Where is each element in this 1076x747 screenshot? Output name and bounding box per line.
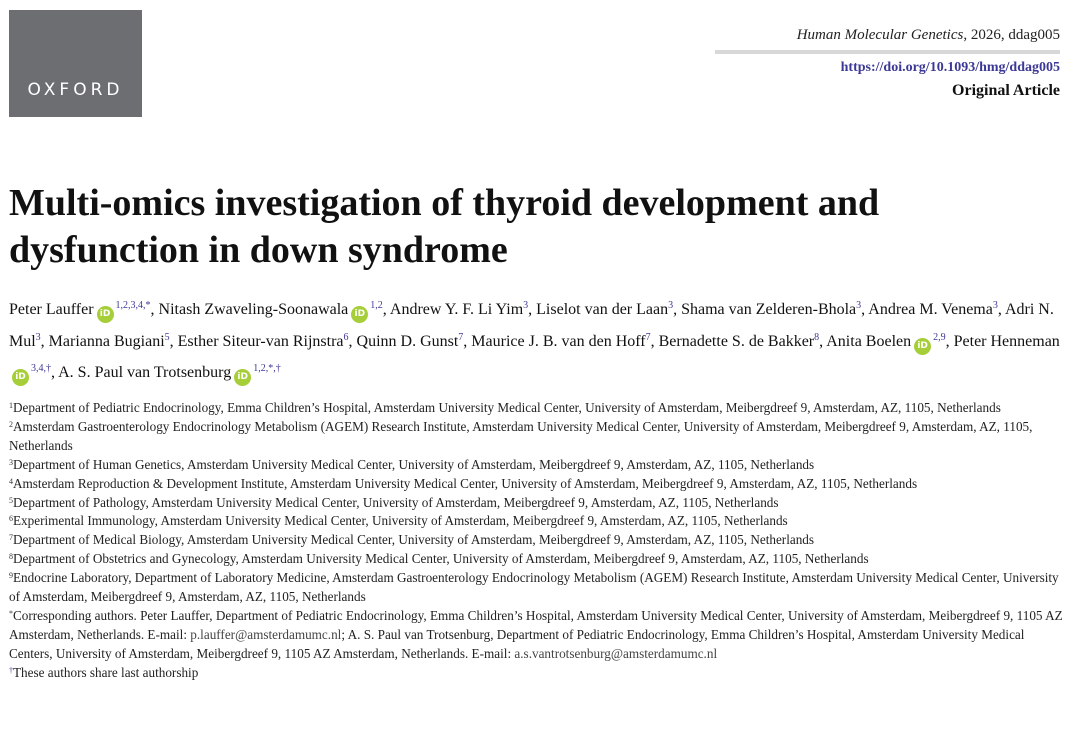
author-name[interactable]: A. S. Paul van Trotsenburg [58,364,232,381]
orcid-icon[interactable]: iD [97,306,114,323]
author-name[interactable]: Andrea M. Venema [868,301,993,318]
affiliation-number: 3 [9,457,13,467]
affiliation-number: 9 [9,571,13,581]
affiliation-item [9,494,1069,513]
author-list: Peter Lauffer $iD^{1,2,3,4,*}$, Nitash Zwaveling-Soonawala iD$^{1,2}$, Andrew Y. F. Li Yim$^3$, Liselot van der Laan$^3$, Shama van Zelderen-Bhola$^3$, Andrea M. Venema$^3$, Adri N. Mul$^3$, Marianna Bugiani$^5$, Esther Siteur-van Rijnstra$^6$, Quinn D. Gunst$^7$, Maurice J. B. van den Hoff$^7$, Bernadette S. de Bakker$^8$, Anita Boelen iD$^{2,9}$, Peter HennemaniD$^{3,4,\dagger}$, A. S. Paul van Trotsenburg $iD^{1,2,*,\dagger}$ [9,294,1069,389]
author-affiliation-sup[interactable]: 1,2 [370,300,383,311]
author-name[interactable]: Adri N. Mul [9,301,1054,350]
affiliations [9,399,1069,683]
orcid-icon[interactable]: iD [12,369,29,386]
journal-meta: , 2026, ddag005 [963,27,1060,43]
author-entry [49,333,170,350]
author-name[interactable]: Anita Boelen [826,332,912,350]
author-affiliation-sup[interactable]: 1,2,*,† [253,363,281,374]
email-link-vantrotsenburg[interactable]: a.s.vantrotsenburg@amsterdamumc.nl [514,645,718,661]
affiliation-item [9,475,1069,494]
affiliation-text: Department of Human Genetics, Amsterdam University Medical Center, University of Amsterdam, Meibergdreef 9, Amsterdam, AZ, 1105, Netherlands [13,456,815,472]
author-name[interactable]: Quinn D. Gunst [356,332,459,350]
author-affiliation-sup[interactable]: 3 [35,331,41,343]
oxford-logo[interactable] [9,10,142,117]
affiliation-text: Department of Obstetrics and Gynecology, Amsterdam University Medical Center, University of Amsterdam, Meibergdreef 9, Amsterdam, AZ, 1105, Netherlands [13,551,869,567]
author-entry [159,301,383,318]
logo-text: OXFORD [27,80,124,100]
author-name[interactable]: Marianna Bugiani [48,332,165,350]
article-title [9,180,1059,274]
author-entry [536,301,673,318]
author-entry [178,333,349,350]
author-name[interactable]: Bernadette S. de Bakker [658,332,815,350]
affiliation-item [9,531,1069,550]
author-entry [390,301,528,318]
author-affiliation-sup[interactable]: 3,4,† [31,363,51,374]
author-name[interactable]: Shama van Zelderen-Bhola [681,301,857,318]
title-line-1: Multi-omics investigation of thyroid development and [9,182,880,224]
affiliation-item [9,456,1069,475]
orcid-icon[interactable]: iD [914,338,931,355]
affiliation-number: 4 [9,476,13,486]
author-affiliation-sup[interactable]: 8 [814,331,820,343]
author-affiliation-sup[interactable]: 2,9 [933,331,946,343]
orcid-icon[interactable]: iD [234,369,251,386]
affiliation-text: Department of Pediatric Endocrinology, Emma Children’s Hospital, Amsterdam University Medical Center, University of Amsterdam, Meibergdreef 9, Amsterdam, AZ, 1105, Netherlands [13,400,1001,415]
affiliation-item [9,550,1069,569]
author-entry [58,364,281,381]
author-name[interactable]: Maurice J. B. van den Hoff [471,332,646,350]
journal-citation [797,24,1060,44]
author-affiliation-sup[interactable]: 5 [164,331,170,343]
header-divider [715,50,1060,54]
author-name[interactable]: Liselot van der Laan [536,301,669,318]
affiliation-number: 1 [9,401,13,410]
author-name[interactable]: Nitash Zwaveling-Soonawala [158,301,349,318]
author-entry [357,333,464,350]
affiliation-text: Amsterdam Gastroenterology Endocrinology Metabolism (AGEM) Research Institute, Amsterdam University Medical Center, University of Amsterdam, Meibergdreef 9, Amsterdam, AZ, 1105, Netherlands [9,418,1033,453]
affiliation-text: Department of Medical Biology, Amsterdam University Medical Center, University of Amsterdam, Meibergdreef 9, Amsterdam, AZ, 1105, Netherlands [13,532,815,548]
journal-name: Human Molecular Genetics [796,27,964,43]
author-name[interactable]: Peter Henneman [953,332,1060,350]
author-entry [9,301,151,318]
title-line-2: dysfunction in down syndrome [9,229,508,271]
affiliation-item [9,569,1069,607]
author-entry [826,333,945,350]
doi-link[interactable]: https://doi.org/10.1093/hmg/ddag005 [840,60,1060,75]
author-entry [681,301,861,318]
author-name[interactable]: Peter Lauffer [9,301,94,318]
author-name[interactable]: Esther Siteur-van Rijnstra [177,332,344,350]
affiliation-number: 5 [9,495,13,505]
affiliation-text: Department of Pathology, Amsterdam University Medical Center, University of Amsterdam, Meibergdreef 9, Amsterdam, AZ, 1105, Netherlands [13,494,779,510]
email-link-lauffer[interactable]: p.lauffer@amsterdamumc.nl [190,626,342,642]
affiliation-number: 8 [9,552,13,562]
correspondence-note: *Corresponding authors. Peter Lauffer, Department of Pediatric Endocrinology, Emma Children’s Hospital, Amsterdam University Medical Center, University of Amsterdam, Meibergdreef 9, 1105 AZ Amsterdam, Netherlands. E-mail: p.lauffer@amsterdamumc.nl; A. S. Paul van Trotsenburg, Department of Pediatric Endocrinology, Emma Children’s Hospital, Amsterdam University Medical Centers, University of Amsterdam, Meibergdreef 9, 1105 AZ Amsterdam, Netherlands. E-mail: a.s.vantrotsenburg@amsterdamumc.nl [9,607,1063,661]
affiliation-number: 7 [9,533,13,543]
author-entry [659,333,820,350]
author-affiliation-sup[interactable]: 7 [458,331,464,343]
affiliation-text: Experimental Immunology, Amsterdam University Medical Center, University of Amsterdam, Meibergdreef 9, Amsterdam, AZ, 1105, Netherlands [13,513,788,529]
affiliation-number: 6 [9,514,13,524]
author-affiliation-sup[interactable]: 3 [992,300,998,311]
affiliation-text: Endocrine Laboratory, Department of Laboratory Medicine, Amsterdam Gastroenterology Endocrinology Metabolism (AGEM) Research Institute, Amsterdam University Medical Center, University of Amsterdam, Meibergdreef 9, Amsterdam, AZ, 1105, Netherlands [9,570,1059,605]
author-affiliation-sup[interactable]: 7 [645,331,651,343]
author-affiliation-sup[interactable]: 3 [523,300,529,311]
affiliation-text: Amsterdam Reproduction & Development Institute, Amsterdam University Medical Center, University of Amsterdam, Meibergdreef 9, Amsterdam, AZ, 1105, Netherlands [13,475,918,491]
affiliation-item [9,399,1069,418]
author-affiliation-sup[interactable]: 6 [343,331,349,343]
author-entry [471,333,650,350]
article-type: Original Article [952,82,1060,99]
author-affiliation-sup[interactable]: 3 [668,300,674,311]
affiliation-item [9,512,1069,531]
author-name[interactable]: Andrew Y. F. Li Yim [389,301,524,318]
author-affiliation-sup[interactable]: 3 [856,300,862,311]
affiliation-item [9,418,1069,456]
shared-authorship-note: †These authors share last authorship [9,664,199,680]
affiliation-number: 2 [9,419,13,429]
orcid-icon[interactable]: iD [351,306,368,323]
author-entry [868,301,998,318]
author-affiliation-sup[interactable]: 1,2,3,4,* [115,300,151,311]
